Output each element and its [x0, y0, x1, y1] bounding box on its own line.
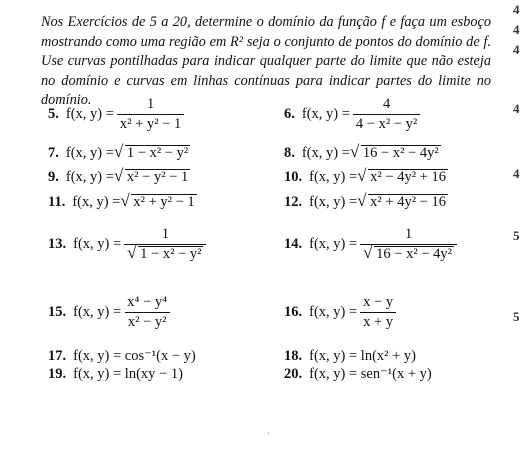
fraction: [124, 294, 170, 331]
exercise-number: 10.: [284, 169, 303, 185]
function-lhs: f(x, y) =: [309, 194, 358, 210]
function-lhs: f(x, y) =: [309, 304, 358, 320]
radicand: x² + y² − 1: [133, 194, 195, 210]
numerator: x⁴ − y⁴: [127, 294, 168, 310]
denominator: x² − y²: [125, 312, 170, 331]
square-root: [351, 145, 441, 162]
radicand: 16 − x² − 4y²: [376, 246, 452, 262]
exercise-number: 7.: [48, 145, 59, 161]
exercise-number: 12.: [284, 194, 303, 210]
function-lhs: f(x, y) =: [72, 194, 121, 210]
radicand: x² + 4y² − 16: [370, 194, 446, 210]
exercise-9: [48, 169, 190, 186]
exercise-number: 13.: [48, 236, 67, 252]
fraction: [124, 226, 206, 263]
exercise-8: [284, 145, 441, 162]
function-expression: f(x, y) = ln(xy − 1): [73, 366, 183, 382]
fraction: [360, 294, 396, 331]
numerator: 1: [161, 226, 169, 242]
exercise-14: [284, 226, 460, 263]
edge-number: 4: [513, 2, 520, 17]
radicand: 16 − x² − 4y²: [362, 145, 439, 161]
function-lhs: f(x, y) =: [73, 236, 122, 252]
exercise-5: [48, 96, 187, 133]
exercise-15: [48, 294, 173, 331]
exercise-number: 14.: [284, 236, 303, 252]
edge-number: 4: [513, 42, 520, 57]
numerator: x − y: [363, 294, 394, 310]
denominator: x² + y² − 1: [117, 114, 184, 133]
function-lhs: f(x, y) =: [301, 145, 350, 161]
exercise-6: [284, 96, 423, 133]
exercise-number: 9.: [48, 169, 59, 185]
square-root: [358, 194, 448, 211]
exercise-number: 15.: [48, 304, 67, 320]
instructions-paragraph: Nos Exercícios de 5 a 20, determine o domínio da função f e faça um esboço mostrando como uma região em R² seja o conjunto de pontos do domínio de f. Use curvas pontilhadas para indicar qualquer parte do limite que não esteja no domínio e curvas em linhas contínuas para indicar partes do limite no domínio.: [41, 14, 491, 108]
function-lhs: f(x, y) =: [309, 236, 358, 252]
fraction: [117, 96, 184, 133]
square-root: [358, 169, 448, 186]
function-lhs: f(x, y) =: [65, 106, 114, 122]
exercise-16: [284, 294, 399, 331]
exercise-17: [48, 348, 196, 365]
function-lhs: f(x, y) =: [309, 169, 358, 185]
exercise-number: 17.: [48, 348, 67, 364]
scan-speck: [268, 432, 269, 434]
denominator: x + y: [360, 312, 396, 331]
exercise-10: [284, 169, 448, 186]
function-expression: f(x, y) = sen⁻¹(x + y): [309, 366, 432, 382]
numerator: 1: [146, 96, 155, 112]
exercise-number: 6.: [284, 106, 295, 122]
exercise-number: 8.: [284, 145, 295, 161]
edge-number: 4: [513, 166, 520, 181]
radicand: 1 − x² − y²: [140, 246, 202, 262]
function-expression: f(x, y) = ln(x² + y): [309, 348, 416, 364]
exercise-19: [48, 366, 183, 383]
exercise-20: [284, 366, 432, 383]
function-expression: f(x, y) = cos⁻¹(x − y): [73, 348, 196, 364]
function-lhs: f(x, y) =: [65, 169, 114, 185]
radicand: x² − 4y² + 16: [370, 169, 446, 185]
square-root: [121, 194, 196, 211]
numerator: 4: [382, 96, 391, 112]
radicand: 1 − x² − y²: [126, 145, 189, 161]
square-root: [364, 246, 454, 263]
function-lhs: f(x, y) =: [301, 106, 350, 122]
numerator: 1: [404, 226, 413, 242]
exercise-12: [284, 194, 448, 211]
function-lhs: f(x, y) =: [65, 145, 114, 161]
exercise-11: [48, 194, 197, 211]
exercise-18: [284, 348, 416, 365]
square-root: [128, 246, 203, 263]
square-root: [115, 145, 190, 162]
denominator: [124, 244, 206, 263]
function-lhs: f(x, y) =: [73, 304, 122, 320]
exercise-7: [48, 145, 190, 162]
edge-number: 5: [513, 228, 520, 243]
fraction: [360, 226, 457, 263]
denominator: 4 − x² − y²: [353, 114, 420, 133]
fraction: [353, 96, 420, 133]
denominator: [360, 244, 457, 263]
edge-number: 4: [513, 101, 520, 116]
exercise-number: 16.: [284, 304, 303, 320]
exercise-number: 11.: [48, 194, 66, 210]
radicand: x² − y² − 1: [126, 169, 189, 185]
exercise-number: 5.: [48, 106, 59, 122]
edge-number: 5: [513, 309, 520, 324]
square-root: [115, 169, 190, 186]
exercise-number: 18.: [284, 348, 303, 364]
exercise-13: [48, 226, 209, 263]
exercise-number: 19.: [48, 366, 67, 382]
exercise-number: 20.: [284, 366, 303, 382]
edge-number: 4: [513, 22, 520, 37]
